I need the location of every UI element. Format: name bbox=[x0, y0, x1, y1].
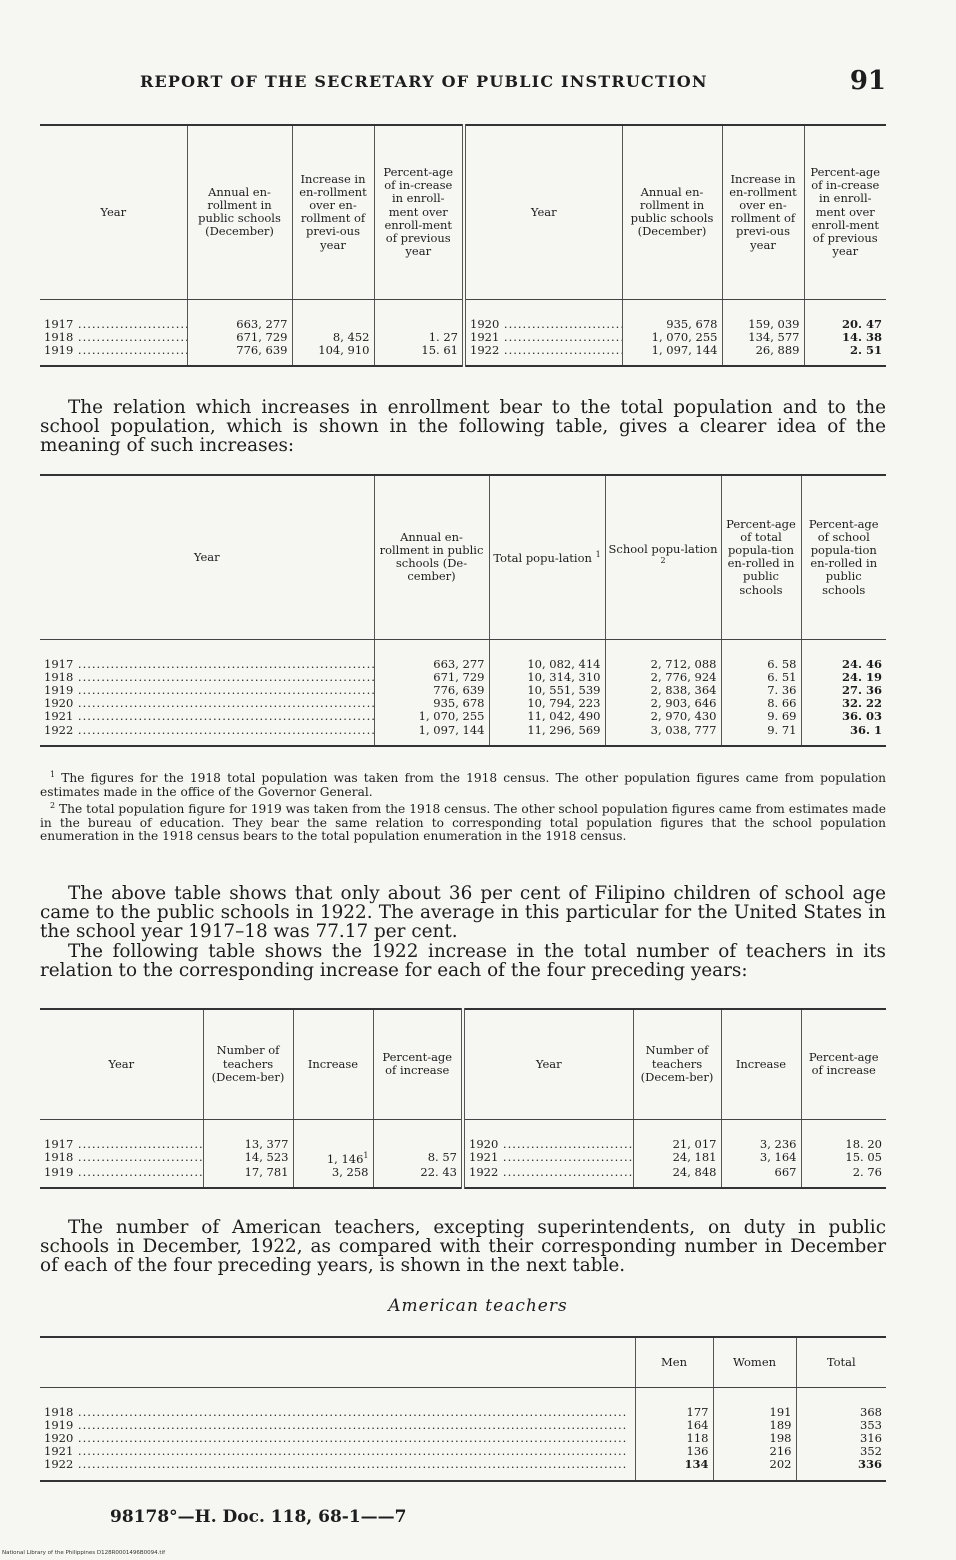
header-men: Men bbox=[635, 1337, 713, 1387]
cell-percent-total: 6. 58 bbox=[721, 639, 801, 671]
cell-increase: 8, 452 bbox=[292, 331, 374, 344]
cell-school-population: 2, 712, 088 bbox=[605, 639, 721, 671]
cell-total: 352 bbox=[860, 1444, 882, 1459]
cell-total: 353 bbox=[860, 1417, 882, 1432]
cell-increase: 26, 889 bbox=[722, 344, 804, 366]
cell-increase: 159, 039 bbox=[722, 299, 804, 331]
cell-year: 1920 ..... bbox=[463, 1119, 633, 1151]
table-row bbox=[40, 344, 886, 366]
header-number-teachers: Number of teachers (Decem-ber) bbox=[203, 1009, 293, 1119]
footnote-marker: 2 bbox=[50, 801, 56, 811]
cell-enrollment: 776, 639 bbox=[187, 344, 292, 366]
cell-increase: 134, 577 bbox=[722, 331, 804, 344]
header-percent-increase: Percent-age of in-crease in enroll-ment over enroll-ment of previous year bbox=[804, 125, 886, 299]
cell-percent: 1. 27 bbox=[374, 331, 464, 344]
cell-percent: 18. 20 bbox=[845, 1136, 882, 1151]
cell-teachers: 14, 523 bbox=[203, 1151, 293, 1166]
cell-men: 136 bbox=[635, 1445, 713, 1458]
cell-school-population: 2, 903, 646 bbox=[605, 697, 721, 710]
cell-total: 316 bbox=[860, 1430, 882, 1445]
cell-enrollment: 1, 097, 144 bbox=[622, 344, 722, 366]
table-row bbox=[40, 710, 886, 723]
cell-women: 191 bbox=[713, 1387, 796, 1419]
cell-year: 1918 ..... bbox=[40, 1151, 203, 1166]
header-year: Year bbox=[40, 125, 187, 299]
table-row bbox=[40, 1419, 886, 1432]
cell-men: 134 bbox=[635, 1458, 713, 1480]
cell-enrollment: 776, 639 bbox=[374, 684, 489, 697]
footnote-marker: 2 bbox=[660, 556, 666, 566]
cell-year: 1919 ..... bbox=[40, 1166, 203, 1188]
table-row bbox=[40, 639, 886, 671]
cell-increase bbox=[293, 1119, 373, 1151]
cell-year: 1921 ..... bbox=[40, 710, 374, 723]
cell-total: 368 bbox=[860, 1404, 882, 1419]
cell-year: 1922 ..... bbox=[40, 1458, 635, 1480]
cell-year: 1922 ..... bbox=[463, 1166, 633, 1188]
header-school-population: School popu-lation $^2$ bbox=[605, 475, 721, 639]
cell-percent: 22. 43 bbox=[373, 1166, 463, 1188]
footnote-2: $^2$ The total population figure for 1919 was taken from the 1918 census. The other school population figures came from estimates made in the bureau of education. They bear the same relation to corresponding total population figures that the school population enumeration in the 1918 census bears to the total population enumeration in the 1918 census. bbox=[40, 801, 886, 844]
header-women: Women bbox=[713, 1337, 796, 1387]
cell-total: 336 bbox=[857, 1457, 882, 1472]
header-increase: Increase in en-rollment over en-rollment of previ-ous year bbox=[292, 125, 374, 299]
cell-year: 1917 ..... bbox=[40, 299, 187, 331]
cell-percent: 8. 57 bbox=[373, 1151, 463, 1166]
footnote-marker: 1 bbox=[595, 549, 601, 559]
cell-increase: 667 bbox=[721, 1166, 801, 1188]
table-row bbox=[40, 1151, 886, 1166]
cell-percent: 2. 76 bbox=[852, 1164, 882, 1179]
cell-percent: 20. 47 bbox=[841, 316, 882, 331]
enrollment-increase-table bbox=[40, 124, 886, 367]
page-number: 91 bbox=[849, 66, 886, 96]
cell-total-population: 11, 296, 569 bbox=[489, 724, 605, 746]
cell-percent-total: 9. 69 bbox=[721, 710, 801, 723]
header-year: Year bbox=[464, 125, 622, 299]
table-row bbox=[40, 724, 886, 746]
header-percent-increase: Percent-age of in-crease in enroll-ment over enroll-ment of previous year bbox=[374, 125, 464, 299]
cell-enrollment: 935, 678 bbox=[374, 697, 489, 710]
library-credit: National Library of the Philippines D128R0001496B0094.tif bbox=[2, 1550, 166, 1556]
cell-enrollment: 663, 277 bbox=[187, 299, 292, 331]
table-row bbox=[40, 671, 886, 684]
american-teachers-table bbox=[40, 1336, 886, 1482]
cell-teachers: 24, 181 bbox=[633, 1151, 721, 1166]
cell-percent-school: 32. 22 bbox=[841, 696, 882, 711]
header-percent-total-enrolled: Percent-age of total popula-tion en-rolled in public schools bbox=[721, 475, 801, 639]
paragraph-attendance-comparison: The above table shows that only about 36 per cent of Filipino children of school age came to the public schools in 1922. The average in this particular for the United States in the school year 1917–18 was 77.17 per cent. bbox=[40, 883, 886, 942]
cell-percent: 2. 51 bbox=[849, 342, 882, 357]
cell-increase-with-note: 1, $146^1$ bbox=[293, 1151, 373, 1166]
paragraph-population-intro: The relation which increases in enrollment bear to the total population and to the school population, which is shown in the following table, gives a clearer idea of the meaning of such increases: bbox=[40, 397, 886, 456]
cell-percent: 14. 38 bbox=[841, 329, 882, 344]
cell-enrollment: 1, 070, 255 bbox=[622, 331, 722, 344]
cell-year: 1917 ..... bbox=[40, 639, 374, 671]
table-caption: American teachers bbox=[388, 1296, 568, 1316]
cell-year: 1922 ..... bbox=[40, 724, 374, 746]
cell-percent-school: 24. 46 bbox=[841, 656, 882, 671]
cell-year: 1921 ..... bbox=[464, 331, 622, 344]
header-increase: Increase bbox=[293, 1009, 373, 1119]
cell-year: 1921 ..... bbox=[40, 1445, 635, 1458]
cell-total-population: 10, 082, 414 bbox=[489, 639, 605, 671]
cell-year: 1919 ..... bbox=[40, 1419, 635, 1432]
cell-school-population: 2, 970, 430 bbox=[605, 710, 721, 723]
cell-men: 177 bbox=[635, 1387, 713, 1419]
table-row bbox=[40, 299, 886, 331]
header-total-population: Total popu-lation $^1$ bbox=[489, 475, 605, 639]
cell-percent-total: 9. 71 bbox=[721, 724, 801, 746]
cell-women: 216 bbox=[713, 1445, 796, 1458]
table-row bbox=[40, 331, 886, 344]
cell-enrollment: 671, 729 bbox=[187, 331, 292, 344]
header-year: Year bbox=[40, 475, 374, 639]
cell-percent-total: 8. 66 bbox=[721, 697, 801, 710]
table-row bbox=[40, 1387, 886, 1419]
cell-enrollment: 935, 678 bbox=[622, 299, 722, 331]
cell-school-population: 2, 776, 924 bbox=[605, 671, 721, 684]
table-row bbox=[40, 1458, 886, 1480]
cell-year: 1918 ..... bbox=[40, 671, 374, 684]
teachers-increase-table bbox=[40, 1008, 886, 1189]
cell-year: 1922 ..... bbox=[464, 344, 622, 366]
cell-total-population: 10, 314, 310 bbox=[489, 671, 605, 684]
footnotes bbox=[40, 768, 886, 844]
cell-increase: 3, 164 bbox=[721, 1151, 801, 1166]
header-increase: Increase bbox=[721, 1009, 801, 1119]
table-row bbox=[40, 1119, 886, 1151]
cell-enrollment: 1, 070, 255 bbox=[374, 710, 489, 723]
document-reference: 98178°—H. Doc. 118, 68-1——7 bbox=[110, 1507, 407, 1527]
cell-percent-school: 36. 03 bbox=[841, 709, 882, 724]
header-year: Year bbox=[40, 1009, 203, 1119]
paragraph-teachers-intro: The following table shows the 1922 increase in the total number of teachers in its relation to the corresponding increase for each of the four preceding years: bbox=[40, 941, 886, 981]
cell-year: 1918 ..... bbox=[40, 1387, 635, 1419]
table-row bbox=[40, 1445, 886, 1458]
cell-increase: 3, 258 bbox=[293, 1166, 373, 1188]
footnote-marker: 1 bbox=[363, 1150, 369, 1160]
cell-teachers: 17, 781 bbox=[203, 1166, 293, 1188]
cell-teachers: 21, 017 bbox=[633, 1119, 721, 1151]
cell-percent-school: 27. 36 bbox=[841, 682, 882, 697]
cell-teachers: 13, 377 bbox=[203, 1119, 293, 1151]
running-head: REPORT OF THE SECRETARY OF PUBLIC INSTRUCTION bbox=[140, 72, 708, 91]
footnote-1: $^1$ The figures for the 1918 total population was taken from the 1918 census. The other population figures came from population estimates made in the office of the Governor General. bbox=[40, 770, 887, 799]
cell-men: 118 bbox=[635, 1432, 713, 1445]
cell-year: 1920 ..... bbox=[40, 697, 374, 710]
cell-women: 198 bbox=[713, 1432, 796, 1445]
header-percent-increase: Percent-age of increase bbox=[801, 1009, 886, 1119]
cell-teachers: 24, 848 bbox=[633, 1166, 721, 1188]
header-year: Year bbox=[463, 1009, 633, 1119]
cell-year: 1917 ..... bbox=[40, 1119, 203, 1151]
cell-enrollment: 671, 729 bbox=[374, 671, 489, 684]
cell-percent-school: 24. 19 bbox=[841, 669, 882, 684]
table-row bbox=[40, 1432, 886, 1445]
cell-percent-total: 7. 36 bbox=[721, 684, 801, 697]
header-annual-enrollment: Annual en-rollment in public schools (December) bbox=[187, 125, 292, 299]
cell-percent bbox=[373, 1119, 463, 1151]
header-percent-school-enrolled: Percent-age of school popula-tion en-rolled in public schools bbox=[801, 475, 886, 639]
header-increase: Increase in en-rollment over en-rollment of previ-ous year bbox=[722, 125, 804, 299]
cell-increase: 104, 910 bbox=[292, 344, 374, 366]
cell-percent bbox=[374, 299, 464, 331]
header-annual-enrollment: Annual en-rollment in public schools (December) bbox=[622, 125, 722, 299]
cell-total-population: 10, 794, 223 bbox=[489, 697, 605, 710]
header-number-teachers: Number of teachers (Decem-ber) bbox=[633, 1009, 721, 1119]
population-table bbox=[40, 474, 886, 747]
cell-women: 202 bbox=[713, 1458, 796, 1480]
cell-percent: 15. 61 bbox=[374, 344, 464, 366]
cell-school-population: 2, 838, 364 bbox=[605, 684, 721, 697]
header-blank bbox=[40, 1337, 635, 1387]
cell-increase: 3, 236 bbox=[721, 1119, 801, 1151]
cell-year: 1920 ..... bbox=[40, 1432, 635, 1445]
header-percent-increase: Percent-age of increase bbox=[373, 1009, 463, 1119]
table-row bbox=[40, 1166, 886, 1188]
cell-school-population: 3, 038, 777 bbox=[605, 724, 721, 746]
cell-enrollment: 1, 097, 144 bbox=[374, 724, 489, 746]
cell-men: 164 bbox=[635, 1419, 713, 1432]
cell-year: 1919 ..... bbox=[40, 344, 187, 366]
cell-year: 1920 ..... bbox=[464, 299, 622, 331]
cell-percent: 15. 05 bbox=[845, 1149, 882, 1164]
cell-increase bbox=[292, 299, 374, 331]
cell-women: 189 bbox=[713, 1419, 796, 1432]
cell-total-population: 11, 042, 490 bbox=[489, 710, 605, 723]
cell-year: 1918 ..... bbox=[40, 331, 187, 344]
header-total: Total bbox=[796, 1337, 886, 1387]
cell-year: 1921 ..... bbox=[463, 1151, 633, 1166]
cell-percent-school: 36. 1 bbox=[849, 722, 882, 737]
cell-total-population: 10, 551, 539 bbox=[489, 684, 605, 697]
paragraph-american-teachers-intro: The number of American teachers, excepting superintendents, on duty in public schools in December, 1922, as compared with their corresponding number in December of each of the four preceding years, is shown in the next table. bbox=[40, 1217, 886, 1276]
header-annual-enrollment: Annual en-rollment in public schools (De-cember) bbox=[374, 475, 489, 639]
cell-percent-total: 6. 51 bbox=[721, 671, 801, 684]
cell-enrollment: 663, 277 bbox=[374, 639, 489, 671]
cell-year: 1919 ..... bbox=[40, 684, 374, 697]
footnote-marker: 1 bbox=[50, 770, 56, 779]
